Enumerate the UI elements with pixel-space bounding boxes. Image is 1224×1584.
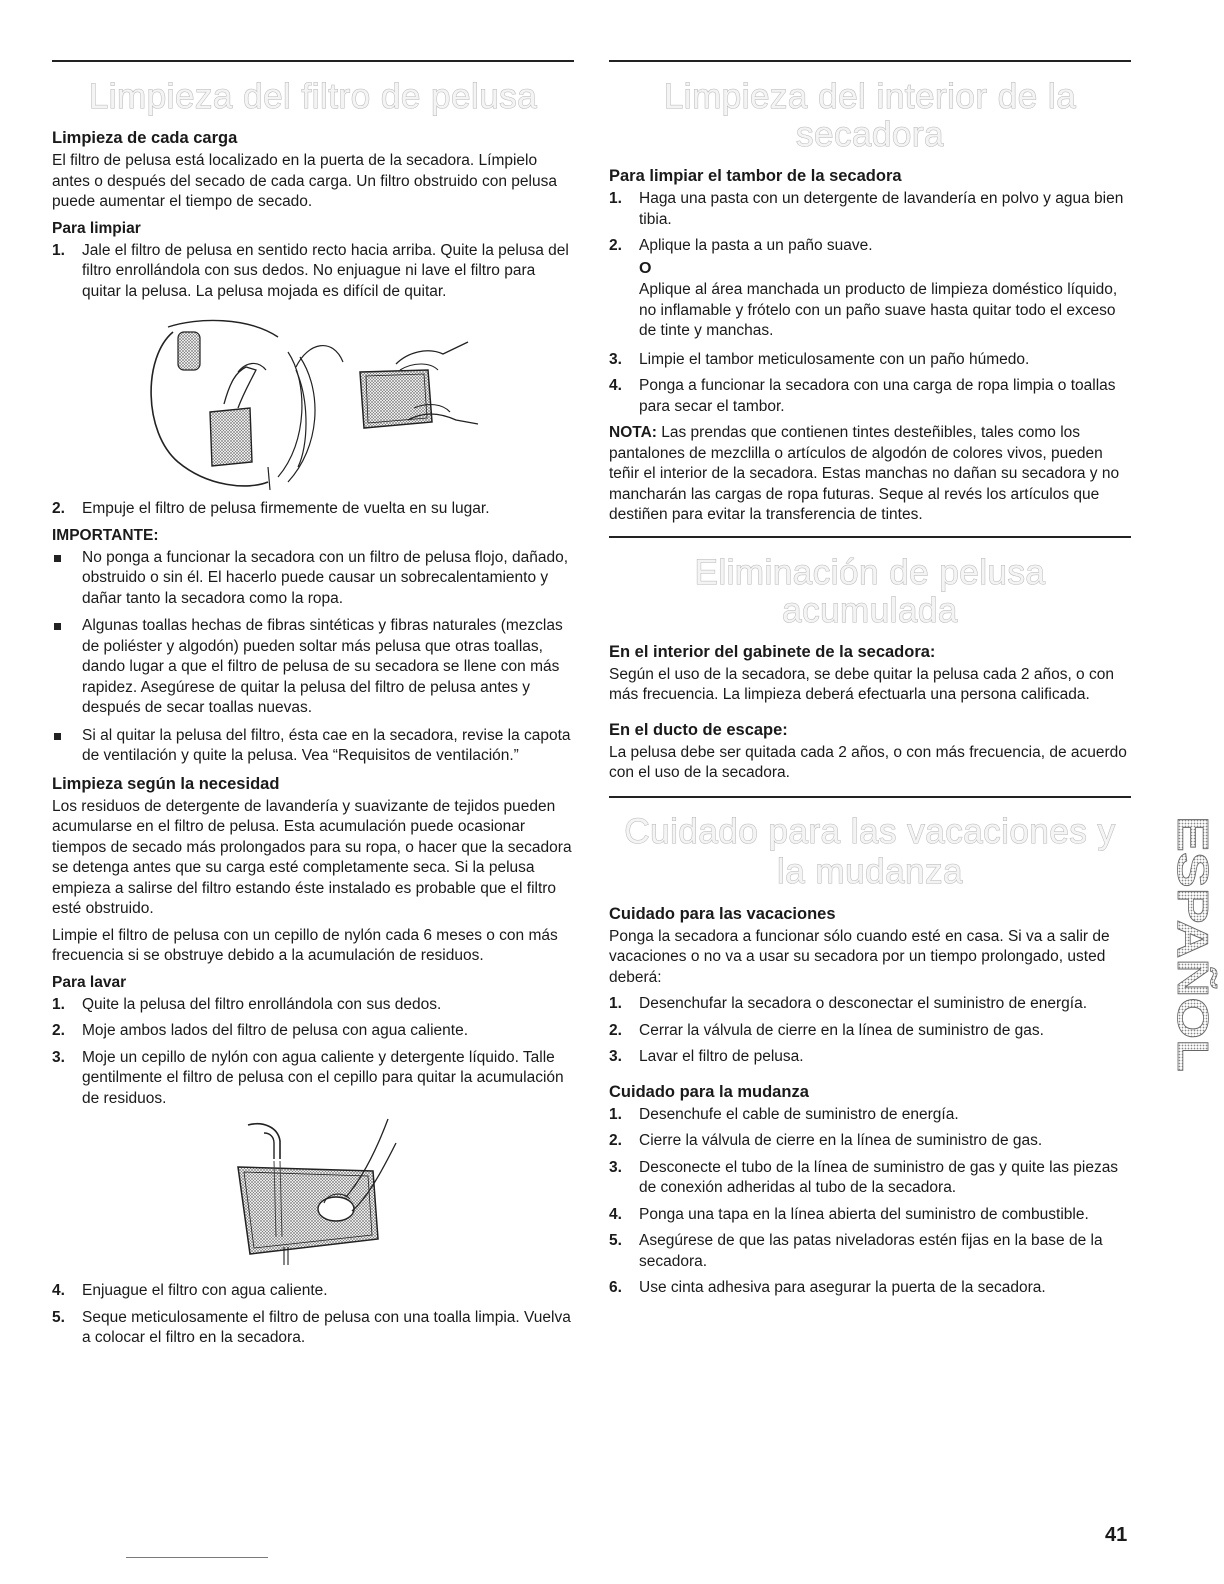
list-item: 1. Desenchufar la secadora o desconectar el suministro de energía. (609, 995, 1088, 1012)
list-item: 2. Empuje el filtro de pelusa firmemente de vuelta en su lugar. (52, 500, 490, 517)
list-item: 1. Haga una pasta con un detergente de lavandería en polvo y agua bien tibia. (609, 190, 1124, 228)
paragraph-as-needed-1: Los residuos de detergente de lavandería y suavizante de tejidos pueden acumularse en el filtro de pelusa. Esta acumulación puede ocasionar tiempos de secado más prolongados para su ropa, o hacer que la secadora se detenga antes que su carga esté completamente seca. Si la pelusa empieza a salirse del filtro estando éste instalado es probable que el filtro esté obstruido. (52, 797, 572, 917)
clean-steps (52, 241, 574, 303)
section-rule (609, 796, 1131, 798)
list-item: 4. Ponga una tapa en la línea abierta del suministro de combustible. (609, 1205, 1089, 1223)
list-item: 1. Desenchufe el cable de suministro de energía. (609, 1105, 959, 1123)
list-item: 2. Moje ambos lados del filtro de pelusa con agua caliente. (52, 1022, 469, 1039)
moving-steps (609, 1105, 1131, 1299)
list-item: 5. Asegúrese de que las patas niveladoras estén fijas en la base de la secadora. (609, 1232, 1103, 1270)
heading-vacation: Cuidado para las vacaciones (609, 904, 836, 923)
section-rule (609, 536, 1131, 538)
wash-steps (52, 995, 574, 1110)
drum-steps (609, 189, 1131, 342)
list-item: 3. Lavar el filtro de pelusa. (609, 1048, 804, 1065)
heading-to-clean: Para limpiar (52, 219, 141, 237)
section-title-lint-removal: Eliminación de pelusa acumulada (694, 552, 1046, 630)
list-item: 2. Cierre la válvula de cierre en la línea de suministro de gas. (609, 1132, 1043, 1149)
paragraph-each-load: El filtro de pelusa está localizado en la puerta de la secadora. Límpielo antes o después del secado de cada carga. Un filtro obstruido con pelusa puede aumentar el tiempo de secado. (52, 152, 557, 210)
side-tab-text: ESPAÑOL (1168, 816, 1217, 1026)
heading-moving: Cuidado para la mudanza (609, 1082, 809, 1101)
section-title-vacation-moving (609, 812, 1131, 892)
list-item: 2. Cerrar la válvula de cierre en la línea de suministro de gas. (609, 1021, 1044, 1039)
wash-steps-continued (52, 1281, 574, 1349)
alternative-text: Aplique al área manchada un producto de limpieza doméstico líquido, no inflamable y frótelo con un paño suave hasta quitar todo el exceso de tinte y manchas. (639, 281, 1118, 339)
footer-line (126, 1557, 268, 1558)
heading-cabinet: En el interior del gabinete de la secadora: (609, 642, 936, 661)
heading-exhaust: En el ducto de escape: (609, 720, 788, 739)
language-side-tab (1148, 812, 1217, 1078)
list-item: No ponga a funcionar la secadora con un filtro de pelusa flojo, dañado, obstruido o sin él. El hacerlo puede causar un sobrecalentamiento y dañar tanto la secadora como la ropa. (52, 548, 574, 610)
section-title-lint-filter: Limpieza del filtro de pelusa (88, 77, 538, 116)
heading-as-needed: Limpieza según la necesidad (52, 774, 280, 793)
vacation-steps (609, 994, 1131, 1068)
paragraph-as-needed-2: Limpie el filtro de pelusa con un cepillo de nylón cada 6 meses o con más frecuencia si se obstruye debido a la acumulación de residuos. (52, 926, 558, 964)
section-rule (52, 60, 574, 62)
or-label: O (639, 259, 652, 277)
clean-steps-continued (52, 499, 574, 520)
note-paragraph: NOTA: Las prendas que contienen tintes desteñibles, tales como los pantalones de mezclilla o artículos de algodón de colores vivos, pueden teñir el interior de la secadora. Estas manchas no dañan su secadora y no mancharán las cargas de ropa futuras. Seque al revés los artículos que destiñen para evitar la transferencia de tintes. (609, 424, 1120, 523)
section-rule (609, 60, 1131, 62)
lint-filter-removal-illustration (138, 312, 488, 487)
heading-to-wash: Para lavar (52, 973, 127, 991)
list-item: 4. Ponga a funcionar la secadora con una carga de ropa limpia o toallas para secar el tambor. (609, 377, 1116, 415)
list-item: 3. Limpie el tambor meticulosamente con un paño húmedo. (609, 350, 1030, 368)
list-item: 6. Use cinta adhesiva para asegurar la puerta de la secadora. (609, 1279, 1046, 1296)
left-column (52, 60, 574, 1355)
paragraph-exhaust: La pelusa debe ser quitada cada 2 años, o con más frecuencia, de acuerdo con el uso de la secadora. (609, 743, 1127, 781)
drum-steps-continued (609, 350, 1131, 418)
heading-drum: Para limpiar el tambor de la secadora (609, 167, 902, 185)
list-item: 1. Quite la pelusa del filtro enrollándola con sus dedos. (52, 995, 442, 1013)
paragraph-vacation: Ponga la secadora a funcionar sólo cuando esté en casa. Si va a salir de vacaciones o no va a usar su secadora por un tiempo prolongado, usted deberá: (609, 927, 1110, 986)
paragraph-cabinet: Según el uso de la secadora, se debe quitar la pelusa cada 2 años, o con más frecuencia. La limpieza deberá efectuarla una persona calificada. (609, 665, 1114, 703)
title-line-1: Cuidado para las vacaciones y (624, 811, 1116, 851)
list-item: 3. Desconecte el tubo de la línea de suministro de gas y quite las piezas de conexión adheridas al tubo de la secadora. (609, 1158, 1119, 1196)
heading-important: IMPORTANTE: (52, 526, 159, 544)
important-bullets (52, 548, 574, 767)
list-item: 4. Enjuague el filtro con agua caliente. (52, 1282, 328, 1299)
list-item: Algunas toallas hechas de fibras sintéticas y fibras naturales (mezclas de poliéster y algodón) pueden soltar más pelusa que otras toallas, dando lugar a que el filtro de pelusa de su secadora se llene con más rapidez. Asegúrese de quitar la pelusa del filtro de pelusa antes y después de secar toallas nuevas. (52, 616, 574, 719)
list-item: Si al quitar la pelusa del filtro, ésta cae en la secadora, revise la capota de ventilación y quite la pelusa. Vea “Requisitos de ventilación.” (52, 726, 574, 767)
page-number: 41 (1105, 1524, 1128, 1546)
title-line-2: la mudanza (777, 851, 963, 891)
list-item: 2. Aplique la pasta a un paño suave. O Aplique al área manchada un producto de limpieza doméstico líquido, no inflamable y frótelo con un paño suave hasta quitar todo el exceso de tinte y manchas. (609, 236, 1131, 342)
list-item: 3. Moje un cepillo de nylón con agua caliente y detergente líquido. Talle gentilmente el filtro de pelusa con el cepillo para quitar la acumulación de residuos. (52, 1048, 564, 1107)
section-title-interior: Limpieza del interior de la secadora (663, 77, 1077, 154)
lint-filter-brushing-illustration (228, 1119, 398, 1269)
right-column (609, 60, 1131, 1305)
heading-each-load: Limpieza de cada carga (52, 129, 238, 147)
list-item: 1. Jale el filtro de pelusa en sentido recto hacia arriba. Quite la pelusa del filtro enrollándola con sus dedos. No enjuague ni lave el filtro para quitar la pelusa. La pelusa mojada es difícil de quitar. (52, 241, 569, 300)
list-item: 5. Seque meticulosamente el filtro de pelusa con una toalla limpia. Vuelva a colocar el filtro en la secadora. (52, 1308, 571, 1346)
